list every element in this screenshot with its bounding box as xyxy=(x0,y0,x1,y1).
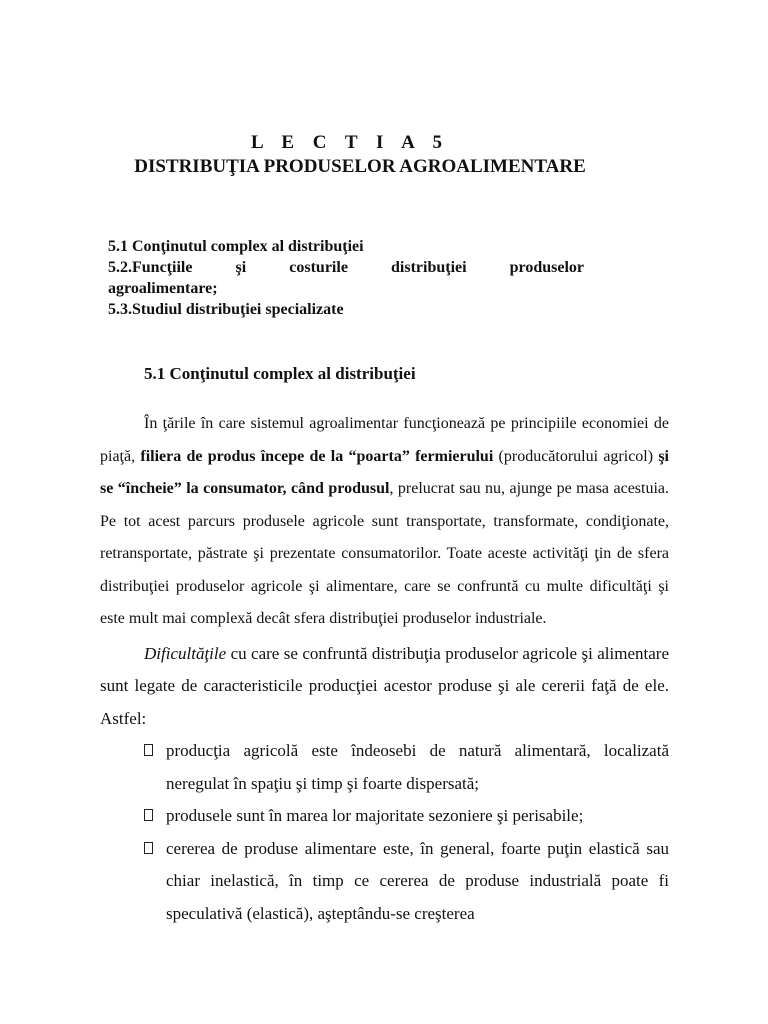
body-text xyxy=(100,408,669,930)
toc-item-1: 5.1 Conţinutul complex al distribuţiei xyxy=(108,238,364,255)
paragraph-2 xyxy=(100,638,669,736)
toc-item-2-word: produselor xyxy=(509,259,585,276)
paragraph-1-text-b: (producătorului agricol) xyxy=(493,447,659,465)
bullet-list xyxy=(100,735,669,930)
paragraph-1 xyxy=(100,408,669,636)
toc-item-2-word: 5.2.Funcţiile xyxy=(108,259,193,276)
toc-item-2-word: costurile xyxy=(289,259,348,276)
toc-item-2 xyxy=(108,257,584,278)
paragraph-2-text: cu care se confruntă distribuţia produselor agricole şi alimentare sunt legate de caracteristicile producţiei acestor produse şi ale cererii faţă de ele. Astfel: xyxy=(100,643,669,728)
paragraph-1-text-c: , prelucrat sau nu, ajunge pe masa acestuia. Pe tot acest parcurs produsele agricole sunt transportate, transformate, condiţionate, retransportate, păstrate şi prezentate consumatorilor. Toate aceste activităţi ţin de sfera distribuţiei produselor agricole şi alimentare, care se confruntă cu multe dificultăţi şi este mult mai complexă decât sfera distribuţiei produselor industriale. xyxy=(100,480,670,627)
list-item xyxy=(100,800,669,833)
section-heading: 5.1 Conţinutul complex al distribuţiei xyxy=(144,364,416,383)
paragraph-1-bold-b: şi se “încheie” la consumator, când produsul xyxy=(100,447,669,497)
bullet-box-icon xyxy=(144,842,153,854)
bullet-box-icon xyxy=(144,809,153,821)
toc-item-3: 5.3.Studiul distribuţiei specializate xyxy=(108,301,344,318)
bullet-box-icon xyxy=(144,744,153,756)
toc-item-2-word: şi xyxy=(235,259,247,276)
list-item-text: producţia agricolă este îndeosebi de natură alimentară, localizată neregulat în spaţiu şi timp şi foarte dispersată; xyxy=(166,741,669,793)
paragraph-1-bold-a: filiera de produs începe de la “poarta” fermierului xyxy=(140,447,494,465)
list-item-text: produsele sunt în marea lor majoritate sezoniere şi perisabile; xyxy=(166,806,584,825)
list-item xyxy=(100,833,669,931)
toc-item-2-word: distribuţiei xyxy=(391,259,467,276)
lesson-number: L E C T I A 5 xyxy=(250,132,450,153)
list-item-text: cererea de produse alimentare este, în general, foarte puţin elastică sau chiar inelastică, în timp ce cererea de produse industrială poate fi speculativă (elastică), aşteptându-se creşterea xyxy=(166,838,669,923)
lesson-title: DISTRIBUŢIA PRODUSELOR AGROALIMENTARE xyxy=(134,156,586,177)
list-item xyxy=(100,735,669,800)
toc-item-2-continuation: agroalimentare; xyxy=(108,280,218,297)
paragraph-1-text-a: În ţările în care sistemul agroalimentar funcţionează pe principiile economiei de piaţă, xyxy=(100,415,669,465)
paragraph-2-italic: Dificultăţile xyxy=(144,643,227,663)
table-of-contents xyxy=(108,236,584,320)
